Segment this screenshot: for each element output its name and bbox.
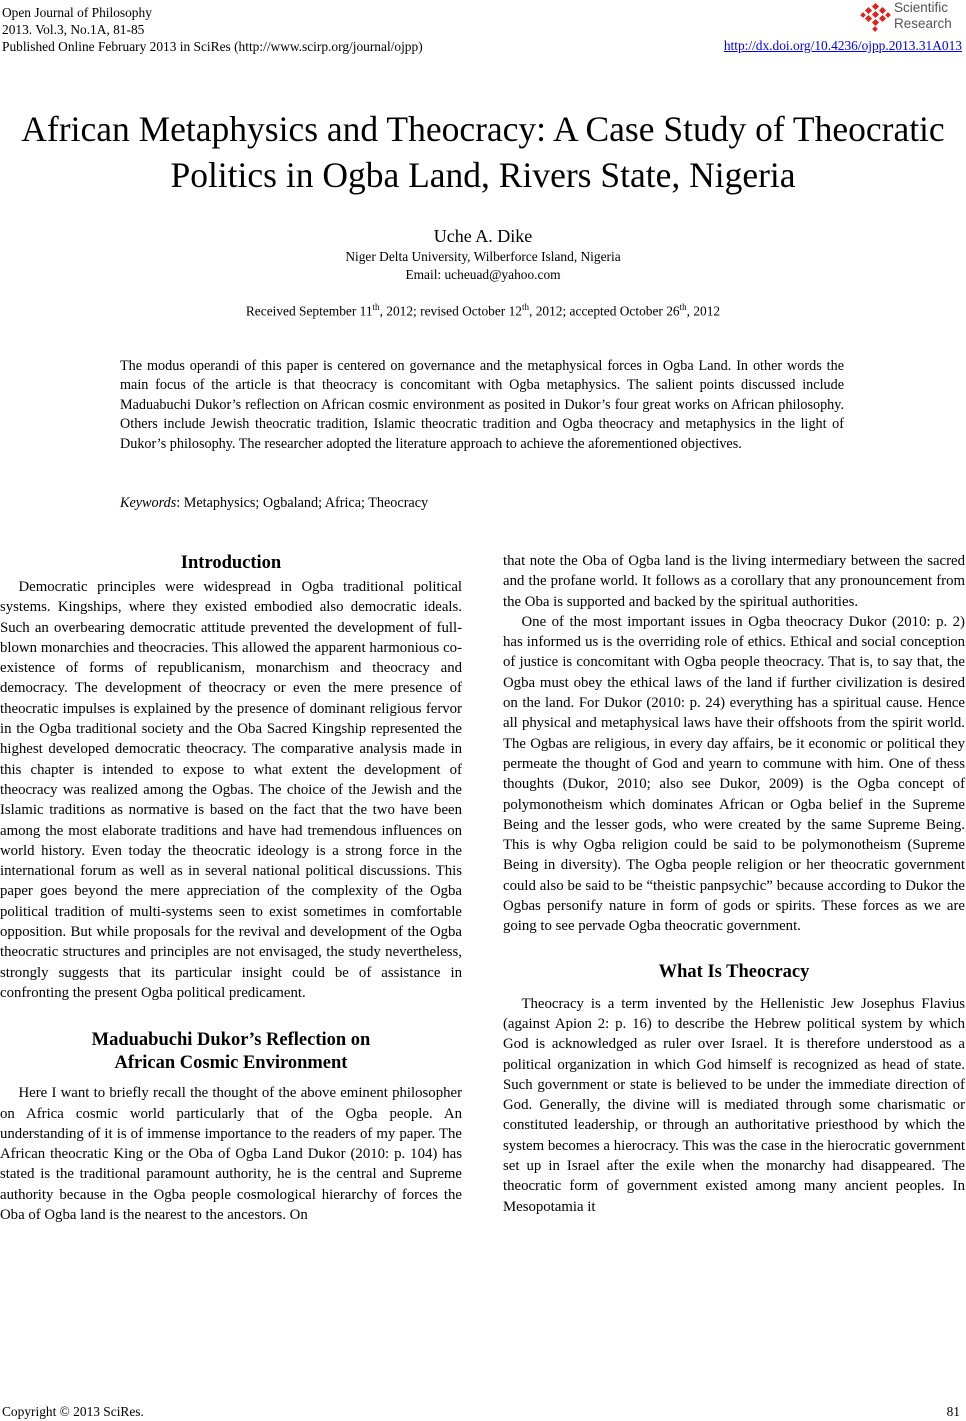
copyright-footer: Copyright © 2013 SciRes. [2,1404,144,1419]
introduction-paragraph: Democratic principles were widespread in Ogba traditional political systems. Kingships, where they existed embodied also democratic ideals. Such an overbearing democratic attitude prevented the development of full-blown monarchies and theocracies. This allowed the apparent harmonious co-existence of forms of republicanism, monarchism and theocracy and democracy. The development of theocracy or even the mere presence of theocratic impulses is explained by the presence of dominant religious fervor in the Ogba traditional society and the Oba Sacred Kingship represented the highest developed democratic theocracy. The comparative analysis made in this chapter is intended to expose to what extent the development of theocracy was realized among the Ogbas. The choice of the Jewish and the Islamic traditions as normative is based on the fact that the two have been among the most elaborate traditions and have had tremendous influences on world history. Even today the theocratic ideology is a strong force in the international forum as well as in several national political discussions. This paper goes beyond the mere appreciation of the complexity of the Ogba political tradition of multi-systems seen to exist sometimes in comfortable opposition. But while proposals for the revival and development of the Ogba theocratic structures and principles are not envisaged, the study nevertheless, strongly suggests that its particular insight could be of assistance in confronting the present Ogba political predicament. [0,579,462,1001]
journal-name: Open Journal of Philosophy [2,5,152,20]
dukor-paragraph: Here I want to briefly recall the thought of the above eminent philosopher on Africa cosmic world particularly that of the Ogba people. An understanding of it is of immense importance to the readers of my paper. The African theocratic King or the Oba of Ogba Land Dukor (2010: p. 104) has stated is the traditional paramount authority, he is the central and Supreme authority because in the Ogba people cosmological hierarchy of forces the Oba of Ogba land is the nearest to the ancestors. On [0,1085,462,1224]
page-number: 81 [946,1404,960,1419]
title-line-2: Politics in Ogba Land, Rivers State, Nigeria [170,155,796,195]
keywords [120,495,428,512]
logo-word-research: Research [894,16,952,31]
section-heading-introduction: Introduction [180,553,282,573]
title-line-1: African Metaphysics and Theocracy: A Case Study of Theocratic [21,109,945,149]
doi-link[interactable]: http://dx.doi.org/10.4236/ojpp.2013.31A013 [723,38,962,53]
scientific-research-logo-icon [860,3,892,33]
publisher-logo [860,0,960,36]
dukor-heading-line-2: African Cosmic Environment [114,1053,348,1074]
author-name: Uche A. Dike [433,226,533,246]
abstract: The modus operandi of this paper is centered on governance and the metaphysical forces in Ogba Land. In other words the main focus of the article is that theocracy is concomitant with Ogba metaphysics. The salient points discussed include Maduabuchi Dukor’s reflection on African cosmic environment as posited in Dukor’s four great works on African philosophy. Others include Jewish theocratic tradition, Islamic theocratic tradition and Ogba theocracy and metaphysics in the light of Dukor’s philosophy. The researcher adopted the literature approach to achieve the aforementioned objectives. [120,358,844,452]
right-column [503,551,965,1217]
section-heading-theocracy: What Is Theocracy [658,961,810,982]
theocracy-paragraph: Theocracy is a term invented by the Hellenistic Jew Josephus Flavius (against Apion 2: p. 16) to describe the Hebrew political system by which God is acknowledged as ruler over Israel. It is therefore understood as a political organization in which God himself is recognized as head of state. Such government or state is believed to be under the immediate direction of God. Generally, the divine will is mediated through some charismatic or constituted leadership, or through an authoritative priesthood by which the system becomes a hierocracy. This was the case in the hierocratic government set up in Israel after the exile when the monarchy had disappeared. The theocratic form of government existed among many ancient peoples. In Mesopotamia it [503,995,965,1215]
ethics-paragraph: One of the most important issues in Ogba theocracy Dukor (2010: p. 2) has informed us is the overriding role of ethics. Ethical and social conception of justice is concomitant with Ogba people theocracy. That is, to say that, the Ogba must obey the ethical laws of the land if further civilization is desired on the land. For Dukor (2010: p. 24) everything has a spiritual cause. Hence all physical and metaphysical laws have their offshoots from the spirit world. The Ogbas are religious, in every day affairs, be it economic or political they permeate the thought of God and yearn to commune with him. One of thess thoughts (Dukor, 2010; also see Dukor, 2009) is the Ogba concept of polymonotheism which dominates African or Ogba belief in the Supreme Being and the lesser gods, who were created by the same Supreme Being. This is why Ogba religion could be said to be polymonotheism (Supreme Being in diversity). The Ogba people religion or her theocratic government could also be said to be “theistic panpsychic” because according to Dukor the Ogbas personify nature in form of gods or spirits. These forces as we are going to see pervade Ogba theocratic government. [503,613,965,935]
dukor-heading-line-1: Maduabuchi Dukor’s Reflection on [91,1030,371,1051]
left-column [0,552,462,1225]
affiliation: Niger Delta University, Wilberforce Island, Nigeria [345,249,621,264]
submission-dates: Received September 11th, 2012; revised October 12th, 2012; accepted October 26th, 2012 [245,302,721,319]
publication-info: Published Online February 2013 in SciRes (http://www.scirp.org/journal/ojpp) [2,39,423,54]
continued-paragraph: that note the Oba of Ogba land is the living intermediary between the sacred and the profane world. It follows as a corollary that any pronouncement from the Oba is supported and backed by the spiritual authorities. [503,553,965,610]
keywords-list: : Metaphysics; Ogbaland; Africa; Theocracy [176,495,429,511]
section-heading-dukor [0,1029,462,1083]
author-email: Email: ucheuad@yahoo.com [405,267,561,282]
author-affiliation-block [0,248,966,284]
logo-word-scientific: Scientific [894,0,949,15]
keywords-label: Keywords [120,495,177,511]
journal-header [2,4,423,55]
journal-volume: 2013. Vol.3, No.1A, 81-85 [2,22,145,37]
logo-text [894,0,952,32]
paper-title [0,106,966,198]
